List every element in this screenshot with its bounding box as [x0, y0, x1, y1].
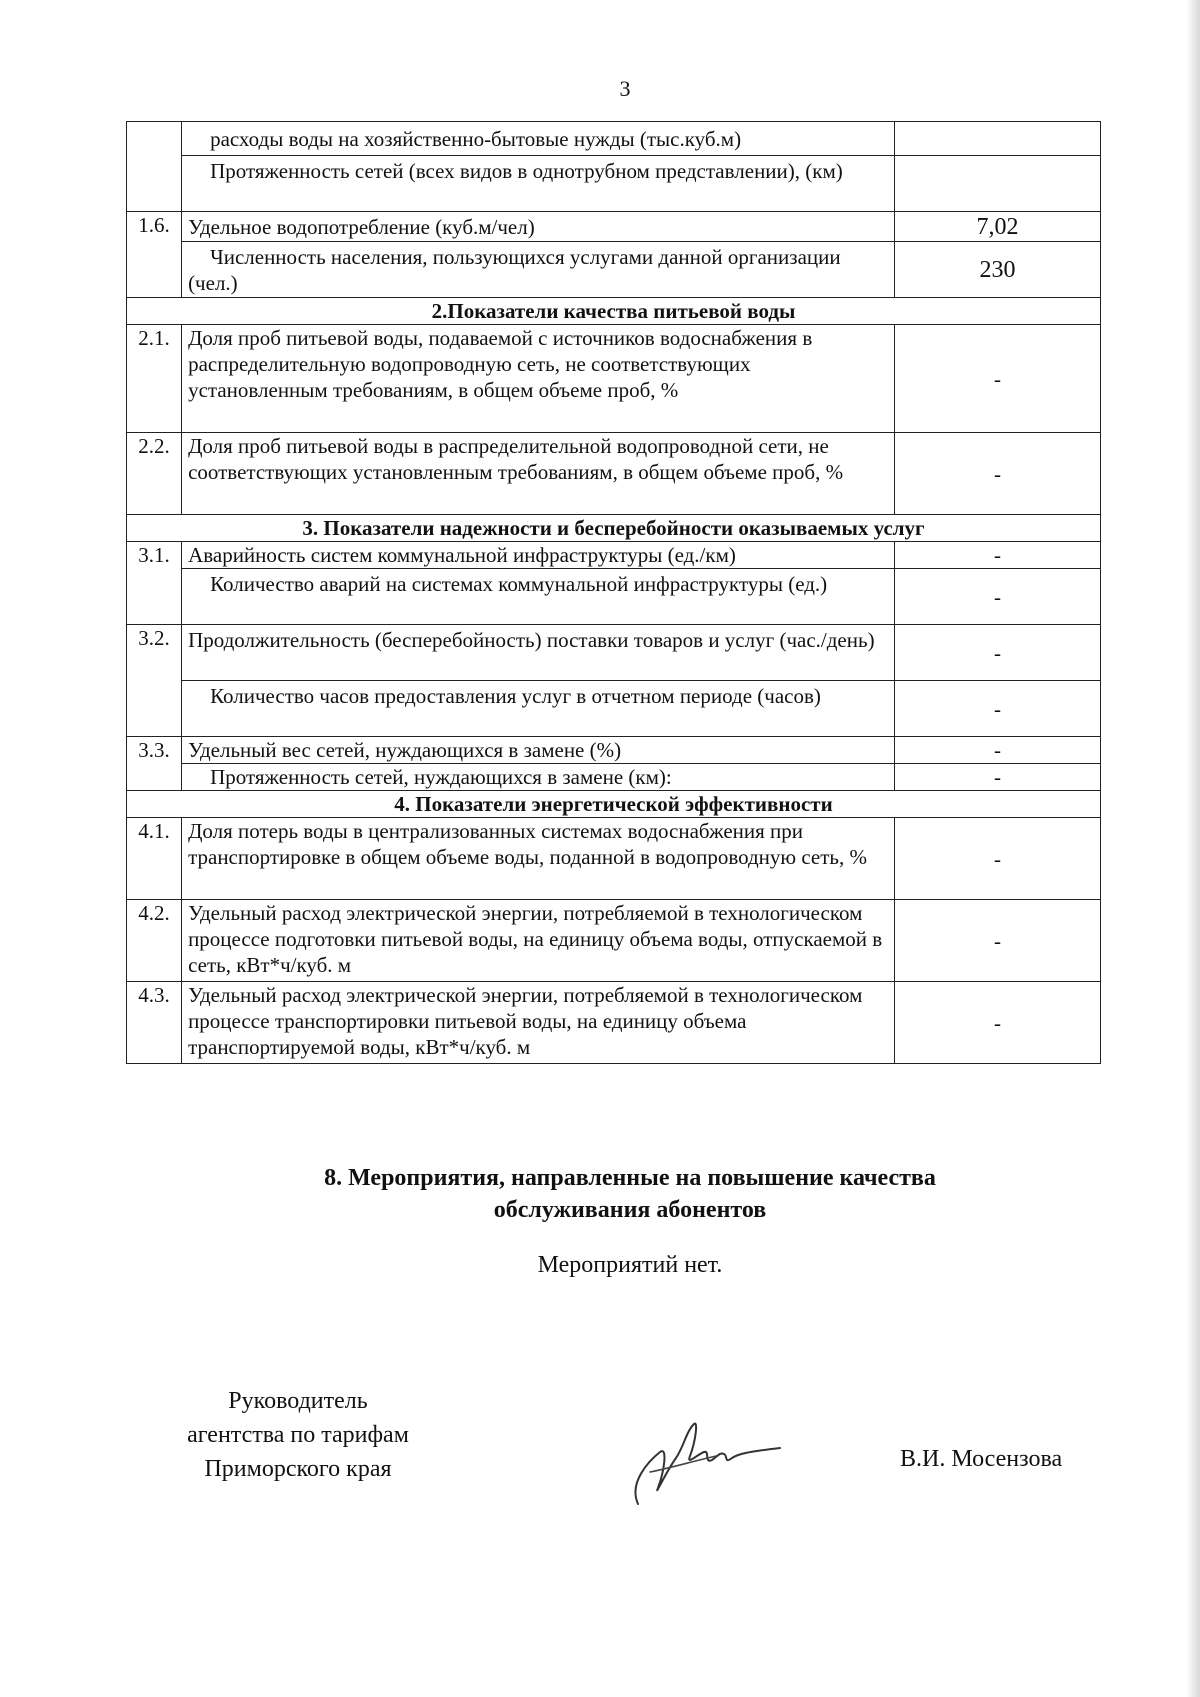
- section-title: 2.Показатели качества питьевой воды: [127, 298, 1101, 325]
- row-value: -: [894, 900, 1100, 982]
- table-row: [127, 764, 1101, 791]
- row-value: -: [894, 982, 1100, 1064]
- row-number: 3.2.: [127, 625, 182, 681]
- handwritten-signature: [620, 1412, 790, 1512]
- table-row: [127, 122, 1101, 156]
- row-description: Доля проб питьевой воды, подаваемой с источников водоснабжения в распределительную водопроводную сеть, не соответствующих установленным требованиям, в общем объеме проб, %: [182, 325, 895, 433]
- row-value: -: [894, 542, 1100, 569]
- row-value: 7,02: [894, 212, 1100, 242]
- table-row: [127, 433, 1101, 515]
- section-8-heading-line2: обслуживания абонентов: [493, 1197, 767, 1223]
- row-number: 1.6.: [127, 212, 182, 242]
- section-title: 4. Показатели энергетической эффективности: [127, 791, 1101, 818]
- row-number: [127, 242, 182, 298]
- table-row: [127, 542, 1101, 569]
- table-row: [127, 900, 1101, 982]
- table-row: [127, 325, 1101, 433]
- row-number: 4.1.: [127, 818, 182, 900]
- row-value: [894, 122, 1100, 156]
- row-value: [894, 156, 1100, 212]
- row-description: Удельный вес сетей, нуждающихся в замене (%): [182, 737, 895, 764]
- row-number: 2.1.: [127, 325, 182, 433]
- row-description: Протяженность сетей, нуждающихся в замене (км):: [182, 764, 895, 791]
- row-value: -: [894, 737, 1100, 764]
- row-description: Удельное водопотребление (куб.м/чел): [182, 212, 895, 242]
- row-description: Аварийность систем коммунальной инфраструктуры (ед./км): [182, 542, 895, 569]
- page-edge-shadow: [1186, 0, 1200, 1697]
- row-description: Протяженность сетей (всех видов в однотрубном представлении), (км): [182, 156, 895, 212]
- table-row: [127, 818, 1101, 900]
- table-row: [127, 982, 1101, 1064]
- table-row: [127, 156, 1101, 212]
- signer-title-line2: агентства по тарифам: [187, 1422, 409, 1448]
- row-description: Количество часов предоставления услуг в отчетном периоде (часов): [182, 681, 895, 737]
- row-number: [127, 122, 182, 156]
- signer-title: [148, 1384, 448, 1486]
- section-row: [127, 298, 1101, 325]
- section-8-heading: [160, 1162, 1100, 1226]
- row-number: 2.2.: [127, 433, 182, 515]
- signer-title-line1: Руководитель: [228, 1388, 368, 1414]
- row-value: -: [894, 569, 1100, 625]
- section-title: 3. Показатели надежности и бесперебойности оказываемых услуг: [127, 515, 1101, 542]
- row-value: -: [894, 764, 1100, 791]
- row-number: 4.3.: [127, 982, 182, 1064]
- section-row: [127, 791, 1101, 818]
- page-number: 3: [619, 76, 631, 101]
- row-description: Доля потерь воды в централизованных системах водоснабжения при транспортировке в общем объеме воды, поданной в водопроводную сеть, %: [182, 818, 895, 900]
- table-row: [127, 242, 1101, 298]
- row-description: Удельный расход электрической энергии, потребляемой в технологическом процессе подготовки питьевой воды, на единицу объема воды, отпускаемой в сеть, кВт*ч/куб. м: [182, 900, 895, 982]
- row-number: [127, 681, 182, 737]
- section-8-heading-line1: 8. Мероприятия, направленные на повышение качества: [324, 1165, 936, 1191]
- signer-title-line3: Приморского края: [204, 1456, 392, 1482]
- table-row: [127, 212, 1101, 242]
- row-number: [127, 156, 182, 212]
- section-8-body: Мероприятий нет.: [537, 1252, 723, 1278]
- row-description: Продолжительность (бесперебойность) поставки товаров и услуг (час./день): [182, 625, 895, 681]
- row-number: 4.2.: [127, 900, 182, 982]
- table-row: [127, 681, 1101, 737]
- row-number: [127, 764, 182, 791]
- row-value: -: [894, 433, 1100, 515]
- row-number: 3.3.: [127, 737, 182, 764]
- row-number: 3.1.: [127, 542, 182, 569]
- row-description: Количество аварий на системах коммунальной инфраструктуры (ед.): [182, 569, 895, 625]
- indicators-table: [126, 121, 1101, 1064]
- row-value: -: [894, 818, 1100, 900]
- row-value: -: [894, 325, 1100, 433]
- row-number: [127, 569, 182, 625]
- row-description: Удельный расход электрической энергии, потребляемой в технологическом процессе транспортировки питьевой воды, на единицу объема транспортируемой воды, кВт*ч/куб. м: [182, 982, 895, 1064]
- row-description: расходы воды на хозяйственно-бытовые нужды (тыс.куб.м): [182, 122, 895, 156]
- row-description: Численность населения, пользующихся услугами данной организации (чел.): [182, 242, 895, 298]
- row-value: 230: [894, 242, 1100, 298]
- signer-name: В.И. Мосензова: [900, 1446, 1063, 1472]
- row-value: -: [894, 625, 1100, 681]
- table-row: [127, 737, 1101, 764]
- section-row: [127, 515, 1101, 542]
- table-row: [127, 625, 1101, 681]
- row-value: -: [894, 681, 1100, 737]
- row-description: Доля проб питьевой воды в распределительной водопроводной сети, не соответствующих установленным требованиям, в общем объеме проб, %: [182, 433, 895, 515]
- table-row: [127, 569, 1101, 625]
